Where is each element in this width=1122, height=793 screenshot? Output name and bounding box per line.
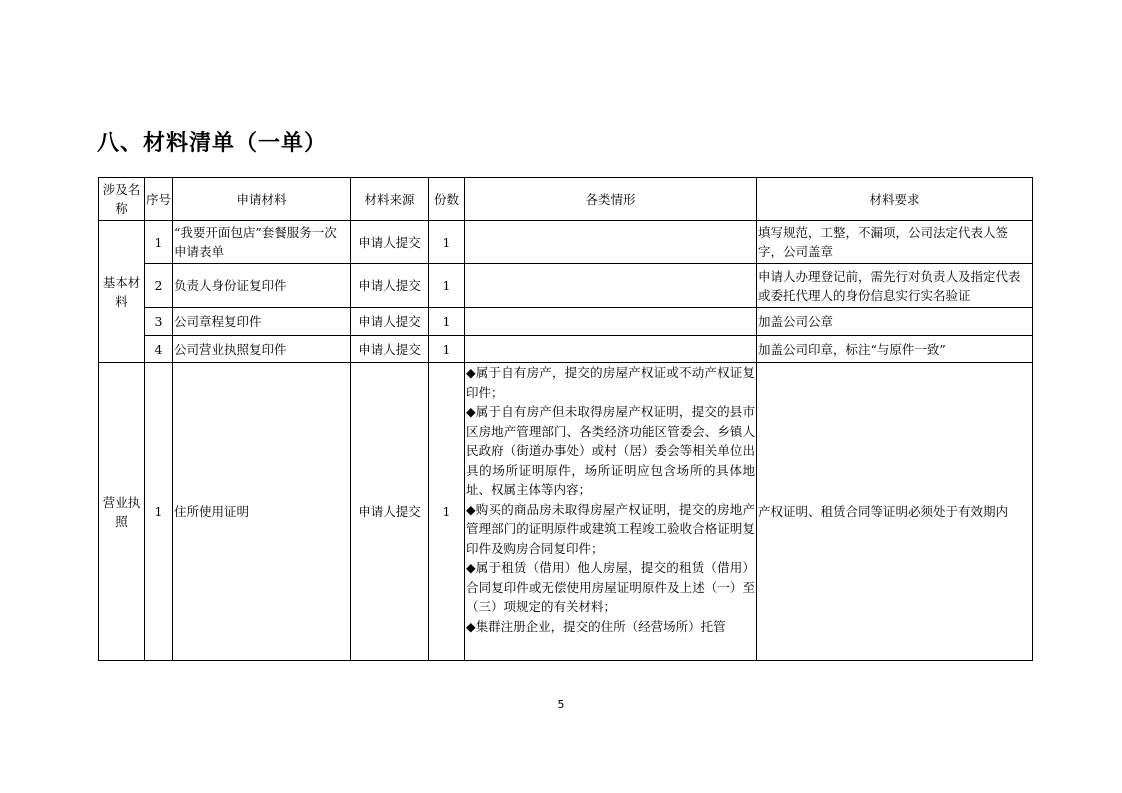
source-cell: 申请人提交	[351, 264, 429, 308]
requirements-cell: 加盖公司公章	[757, 308, 1033, 336]
source-cell: 申请人提交	[351, 308, 429, 336]
copies-cell: 1	[429, 308, 465, 336]
category-cell: 基本材料	[99, 221, 145, 363]
header-category: 涉及名称	[99, 178, 145, 221]
index-cell: 1	[145, 221, 173, 264]
situation-item: ◆集群注册企业，提交的住所（经营场所）托管	[466, 618, 726, 634]
category-cell: 营业执照	[99, 363, 145, 661]
copies-cell: 1	[429, 264, 465, 308]
header-index: 序号	[145, 178, 173, 221]
situation-item: ◆购买的商品房未取得房屋产权证明，提交的房地产管理部门的证明原件或建筑工程竣工验收合格证明复印件及购房合同复印件；	[466, 501, 755, 556]
source-cell: 申请人提交	[351, 221, 429, 264]
requirements-cell: 产权证明、租赁合同等证明必须处于有效期内	[757, 363, 1033, 661]
section-title: 八、材料清单（一单）	[97, 131, 328, 156]
material-cell: 负责人身份证复印件	[173, 264, 351, 308]
index-cell: 4	[145, 336, 173, 363]
source-cell: 申请人提交	[351, 363, 429, 661]
page-number: 5	[557, 698, 565, 711]
material-cell: 公司章程复印件	[173, 308, 351, 336]
table-row	[99, 336, 1033, 363]
material-cell: 公司营业执照复印件	[173, 336, 351, 363]
situations-cell	[465, 363, 757, 661]
situations-cell	[465, 336, 757, 363]
requirements-cell: 申请人办理登记前，需先行对负责人及指定代表或委托代理人的身份信息实行实名验证	[757, 264, 1033, 308]
table-row	[99, 264, 1033, 308]
header-requirements: 材料要求	[757, 178, 1033, 221]
situations-cell	[465, 264, 757, 308]
copies-cell: 1	[429, 221, 465, 264]
requirements-cell: 填写规范，工整，不漏项，公司法定代表人签字，公司盖章	[757, 221, 1033, 264]
situations-cell	[465, 221, 757, 264]
table-header-row	[99, 178, 1033, 221]
material-cell: “我要开面包店”套餐服务一次申请表单	[173, 221, 351, 264]
material-cell: 住所使用证明	[173, 363, 351, 661]
header-source: 材料来源	[351, 178, 429, 221]
header-material: 申请材料	[173, 178, 351, 221]
situation-item: ◆属于租赁（借用）他人房屋，提交的租赁（借用）合同复印件或无偿使用房屋证明原件及上述（一）至（三）项规定的有关材料；	[466, 560, 755, 614]
index-cell: 3	[145, 308, 173, 336]
copies-cell: 1	[429, 363, 465, 661]
situation-item: ◆属于自有房产但未取得房屋产权证明，提交的县市区房地产管理部门、各类经济功能区管委会、乡镇人民政府（街道办事处）或村（居）委会等相关单位出具的场所证明原件，场所证明应包含场所的具体地址、权属主体等内容；	[466, 404, 755, 497]
situations-cell	[465, 308, 757, 336]
header-situations: 各类情形	[465, 178, 757, 221]
index-cell: 2	[145, 264, 173, 308]
table-row	[99, 363, 1033, 661]
table-row	[99, 308, 1033, 336]
index-cell: 1	[145, 363, 173, 661]
materials-table	[98, 177, 1033, 661]
situation-item: ◆属于自有房产，提交的房屋产权证或不动产权证复印件；	[466, 365, 755, 400]
requirements-cell: 加盖公司印章，标注“与原件一致”	[757, 336, 1033, 363]
source-cell: 申请人提交	[351, 336, 429, 363]
header-copies: 份数	[429, 178, 465, 221]
copies-cell: 1	[429, 336, 465, 363]
table-row	[99, 221, 1033, 264]
